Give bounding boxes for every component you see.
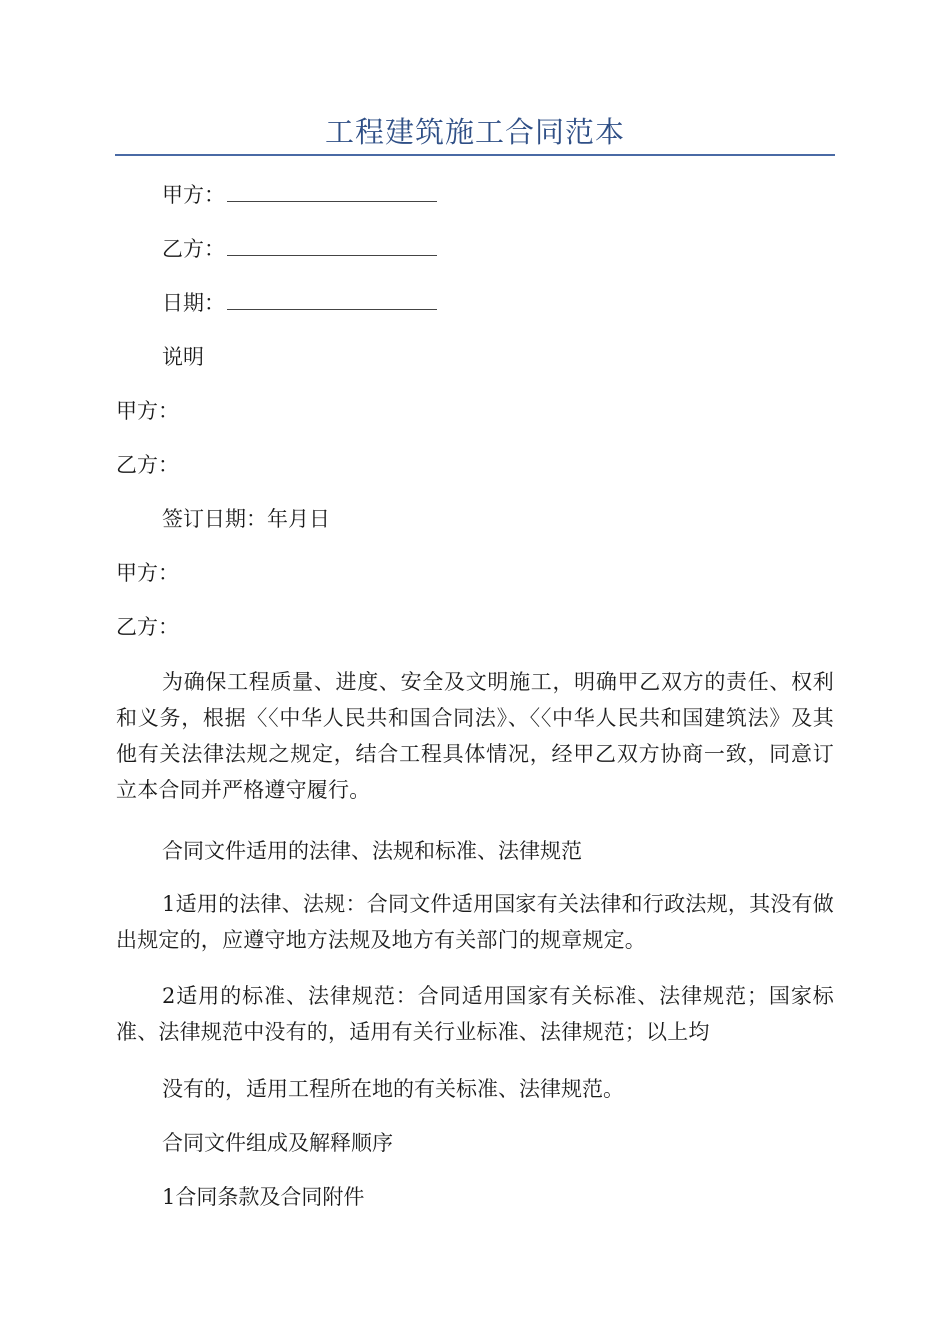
document-title: 工程建筑施工合同范本: [324, 115, 625, 149]
party-b-label: 乙方：: [162, 237, 225, 261]
date-field: [116, 290, 836, 317]
party-b-line-2: 乙方：: [116, 615, 179, 639]
clause-laws-2: 2适用的标准、法律规范：合同适用国家有关标准、法律规范；国家标准、法律规范中没有的，适用有关行业标准、法律规范；以上均: [116, 984, 834, 1044]
party-b-blank: [227, 239, 437, 256]
date-blank: [227, 293, 437, 310]
party-b-line-1: 乙方：: [116, 453, 179, 477]
party-a-field: [116, 182, 836, 209]
party-a-line-1: 甲方：: [116, 399, 179, 423]
sign-date: 签订日期：年月日: [162, 507, 330, 531]
party-a-label: 甲方：: [162, 183, 225, 207]
clause-laws-1: 1适用的法律、法规：合同文件适用国家有关法律和行政法规，其没有做出规定的，应遵守地方法规及地方有关部门的规章规定。: [116, 892, 834, 952]
intro-paragraph: 为确保工程质量、进度、安全及文明施工，明确甲乙双方的责任、权利和义务，根据〈〈中华人民共和国合同法》、〈〈中华人民共和国建筑法》及其他有关法律法规之规定，结合工程具体情况，经甲乙双方协商一致，同意订立本合同并严格遵守履行。: [116, 670, 834, 802]
clause-laws-2-continued: 没有的，适用工程所在地的有关标准、法律规范。: [162, 1077, 624, 1101]
party-a-blank: [227, 185, 437, 202]
title-underline: [115, 154, 835, 156]
section-laws-heading: 合同文件适用的法律、法规和标准、法律规范: [162, 839, 582, 863]
party-a-line-2: 甲方：: [116, 561, 179, 585]
note-label: 说明: [162, 345, 204, 369]
date-label: 日期：: [162, 291, 225, 315]
party-b-field: [116, 236, 836, 263]
section-docs-heading: 合同文件组成及解释顺序: [162, 1131, 393, 1155]
clause-docs-1: 1合同条款及合同附件: [162, 1185, 365, 1209]
